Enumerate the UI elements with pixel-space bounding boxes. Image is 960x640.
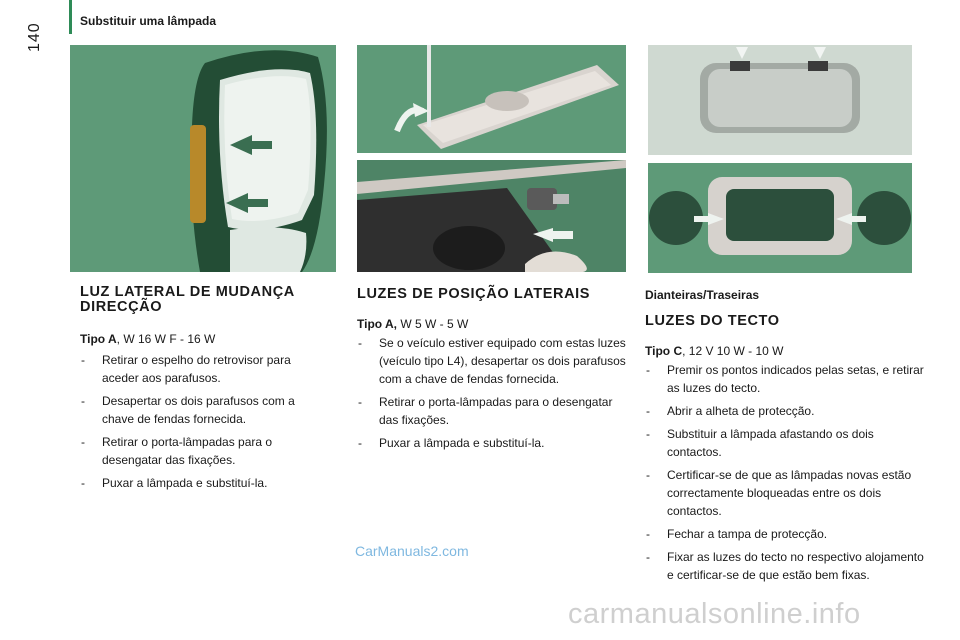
steps-list	[357, 334, 629, 452]
section-title: LUZ LATERAL DE MUDANÇA DIRECÇÃO	[80, 284, 295, 315]
roof-light-bulb-illustration	[648, 163, 912, 273]
list-item: - Retirar o porta-lâmpadas para o desengatar das fixações.	[80, 433, 320, 469]
roof-light-illustration	[648, 45, 912, 155]
list-item: - Retirar o espelho do retrovisor para aceder aos parafusos.	[80, 351, 320, 387]
header-title: Substituir uma lâmpada	[80, 14, 217, 28]
list-item: - Fixar as luzes do tecto no respectivo alojamento e certificar-se de que estão bem fixas.	[645, 548, 925, 584]
section-title: LUZES DO TECTO	[645, 313, 780, 329]
list-item: - Fechar a tampa de protecção.	[645, 525, 925, 543]
list-item: - Puxar a lâmpada e substituí-la.	[80, 474, 320, 492]
list-item: - Abrir a alheta de protecção.	[645, 402, 925, 420]
side-light-screwdriver-illustration	[357, 45, 626, 153]
section-roof-lights	[645, 286, 925, 589]
list-item: - Puxar a lâmpada e substituí-la.	[357, 434, 629, 452]
section-title: LUZES DE POSIÇÃO LATERAIS	[357, 286, 591, 302]
list-item: - Substituir a lâmpada afastando os dois contactos.	[645, 425, 925, 461]
side-light-bulb-illustration	[357, 160, 626, 272]
bulb-type-spec: Tipo A, W 5 W - 5 W	[357, 317, 469, 331]
section-side-position-lights	[357, 287, 629, 457]
list-item: - Certificar-se de que as lâmpadas novas estão correctamente bloqueadas entre os dois contactos.	[645, 466, 925, 520]
header-accent-bar	[69, 0, 72, 34]
page-number: 140	[26, 22, 43, 52]
bulb-type-spec: Tipo A, W 16 W F - 16 W	[80, 332, 216, 346]
section-side-indicator	[80, 285, 320, 497]
list-item: - Retirar o porta-lâmpadas para o desengatar das fixações.	[357, 393, 629, 429]
watermark-carmanuals2[interactable]: CarManuals2.com	[355, 543, 469, 559]
section-kicker: Dianteiras/Traseiras	[645, 288, 760, 302]
list-item: - Desapertar os dois parafusos com a chave de fendas fornecida.	[80, 392, 320, 428]
watermark-carmanualsonline[interactable]: carmanualsonline.info	[568, 598, 861, 630]
list-item: - Se o veículo estiver equipado com estas luzes (veículo tipo L4), desapertar os dois parafusos com a chave de fendas fornecida.	[357, 334, 629, 388]
list-item: - Premir os pontos indicados pelas setas, e retirar as luzes do tecto.	[645, 361, 925, 397]
steps-list	[80, 351, 320, 492]
bulb-type-spec: Tipo C, 12 V 10 W - 10 W	[645, 344, 784, 358]
steps-list	[645, 361, 925, 584]
mirror-illustration	[70, 45, 336, 272]
